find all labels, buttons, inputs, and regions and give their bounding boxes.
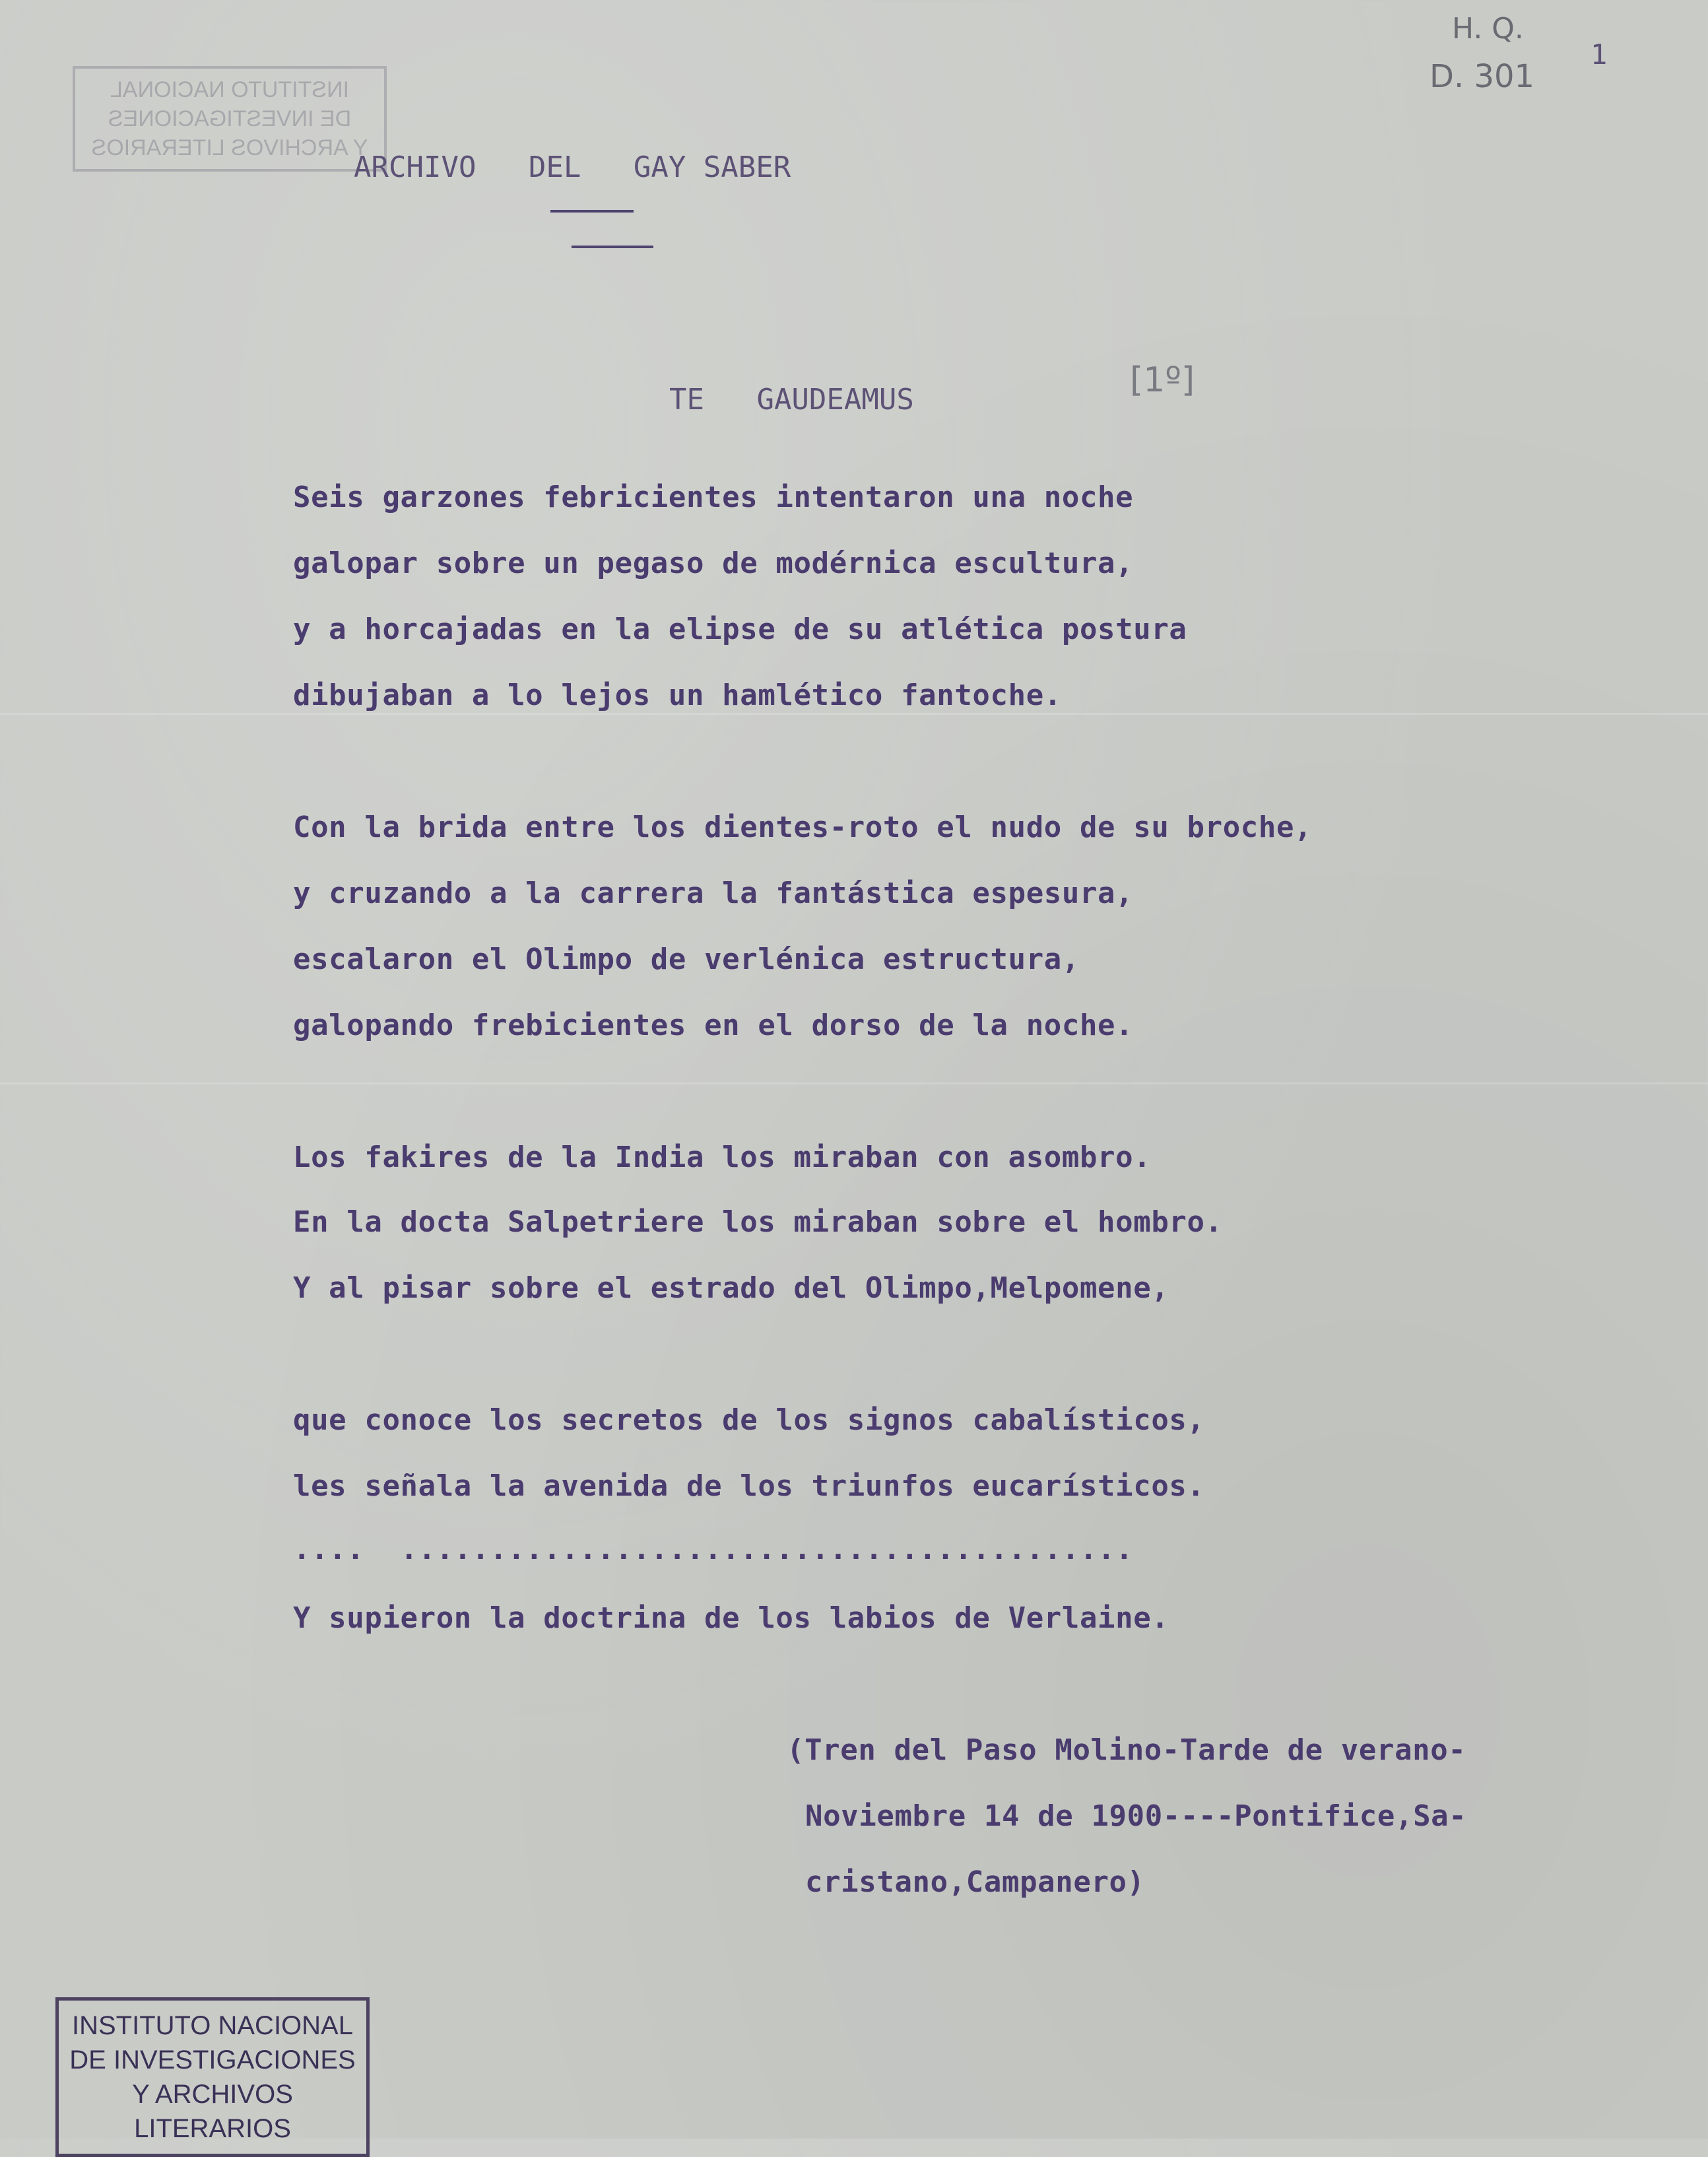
poem-line: y cruzando a la carrera la fantástica espesura, bbox=[293, 877, 1134, 910]
poem-line: galopando frebicientes en el dorso de la noche. bbox=[293, 1009, 1134, 1042]
colophon-line: Noviembre 14 de 1900----Pontifice,Sa- bbox=[805, 1799, 1467, 1833]
poem-line: Con la brida entre los dientes-roto el nudo de su broche, bbox=[293, 811, 1313, 844]
archive-title: ARCHIVO DEL GAY SABER bbox=[354, 150, 791, 184]
poem-line: Y supieron la doctrina de los labios de Verlaine. bbox=[293, 1601, 1169, 1635]
poem-title: TE GAUDEAMUS bbox=[669, 383, 914, 416]
poem-line: escalaron el Olimpo de verlénica estructura, bbox=[293, 943, 1080, 976]
poem-line: Y al pisar sobre el estrado del Olimpo,Melpomene, bbox=[293, 1271, 1169, 1305]
heading-rule-upper bbox=[550, 210, 634, 213]
stamp-line-3: Y ARCHIVOS LITERARIOS bbox=[132, 2080, 293, 2143]
stamp-line-2: DE INVESTIGACIONES bbox=[69, 2045, 356, 2074]
ghost-stamp-line-3: Y ARCHIVOS LITERARIOS bbox=[91, 135, 368, 160]
page-number: 1 bbox=[1591, 38, 1608, 71]
heading-rule-lower bbox=[572, 246, 653, 248]
poem-line: galopar sobre un pegaso de modérnica escultura, bbox=[293, 547, 1134, 580]
paper-fold-upper bbox=[0, 713, 1708, 715]
poem-line: En la docta Salpetriere los miraban sobre el hombro. bbox=[293, 1205, 1223, 1239]
institution-stamp bbox=[55, 1997, 370, 2157]
poem-line: y a horcajadas en la elipse de su atlética postura bbox=[293, 613, 1187, 646]
ghost-stamp bbox=[73, 66, 387, 172]
ellipsis-line: .... ......................................... bbox=[293, 1533, 1134, 1566]
colophon-line: (Tren del Paso Molino-Tarde de verano- bbox=[787, 1733, 1466, 1767]
poem-line: Los fakires de la India los miraban con asombro. bbox=[293, 1141, 1152, 1174]
catalog-mark-top: H. Q. bbox=[1452, 12, 1524, 46]
catalog-mark-bottom: D. 301 bbox=[1429, 58, 1535, 95]
colophon-line: cristano,Campanero) bbox=[805, 1865, 1145, 1899]
poem-line: dibujaban a lo lejos un hamlético fantoche. bbox=[293, 679, 1062, 712]
paper-fold-lower bbox=[0, 1082, 1708, 1084]
ghost-stamp-line-1: INSTITUTO NACIONAL bbox=[110, 77, 350, 102]
poem-line: que conoce los secretos de los signos cabalísticos, bbox=[293, 1403, 1205, 1437]
stamp-line-1: INSTITUTO NACIONAL bbox=[72, 2011, 353, 2040]
ghost-stamp-line-2: DE INVESTIGACIONES bbox=[108, 106, 352, 131]
poem-line: Seis garzones febricientes intentaron una noche bbox=[293, 481, 1134, 514]
poem-line: les señala la avenida de los triunfos eucarísticos. bbox=[293, 1469, 1205, 1503]
margin-note: [1º] bbox=[1130, 360, 1195, 400]
